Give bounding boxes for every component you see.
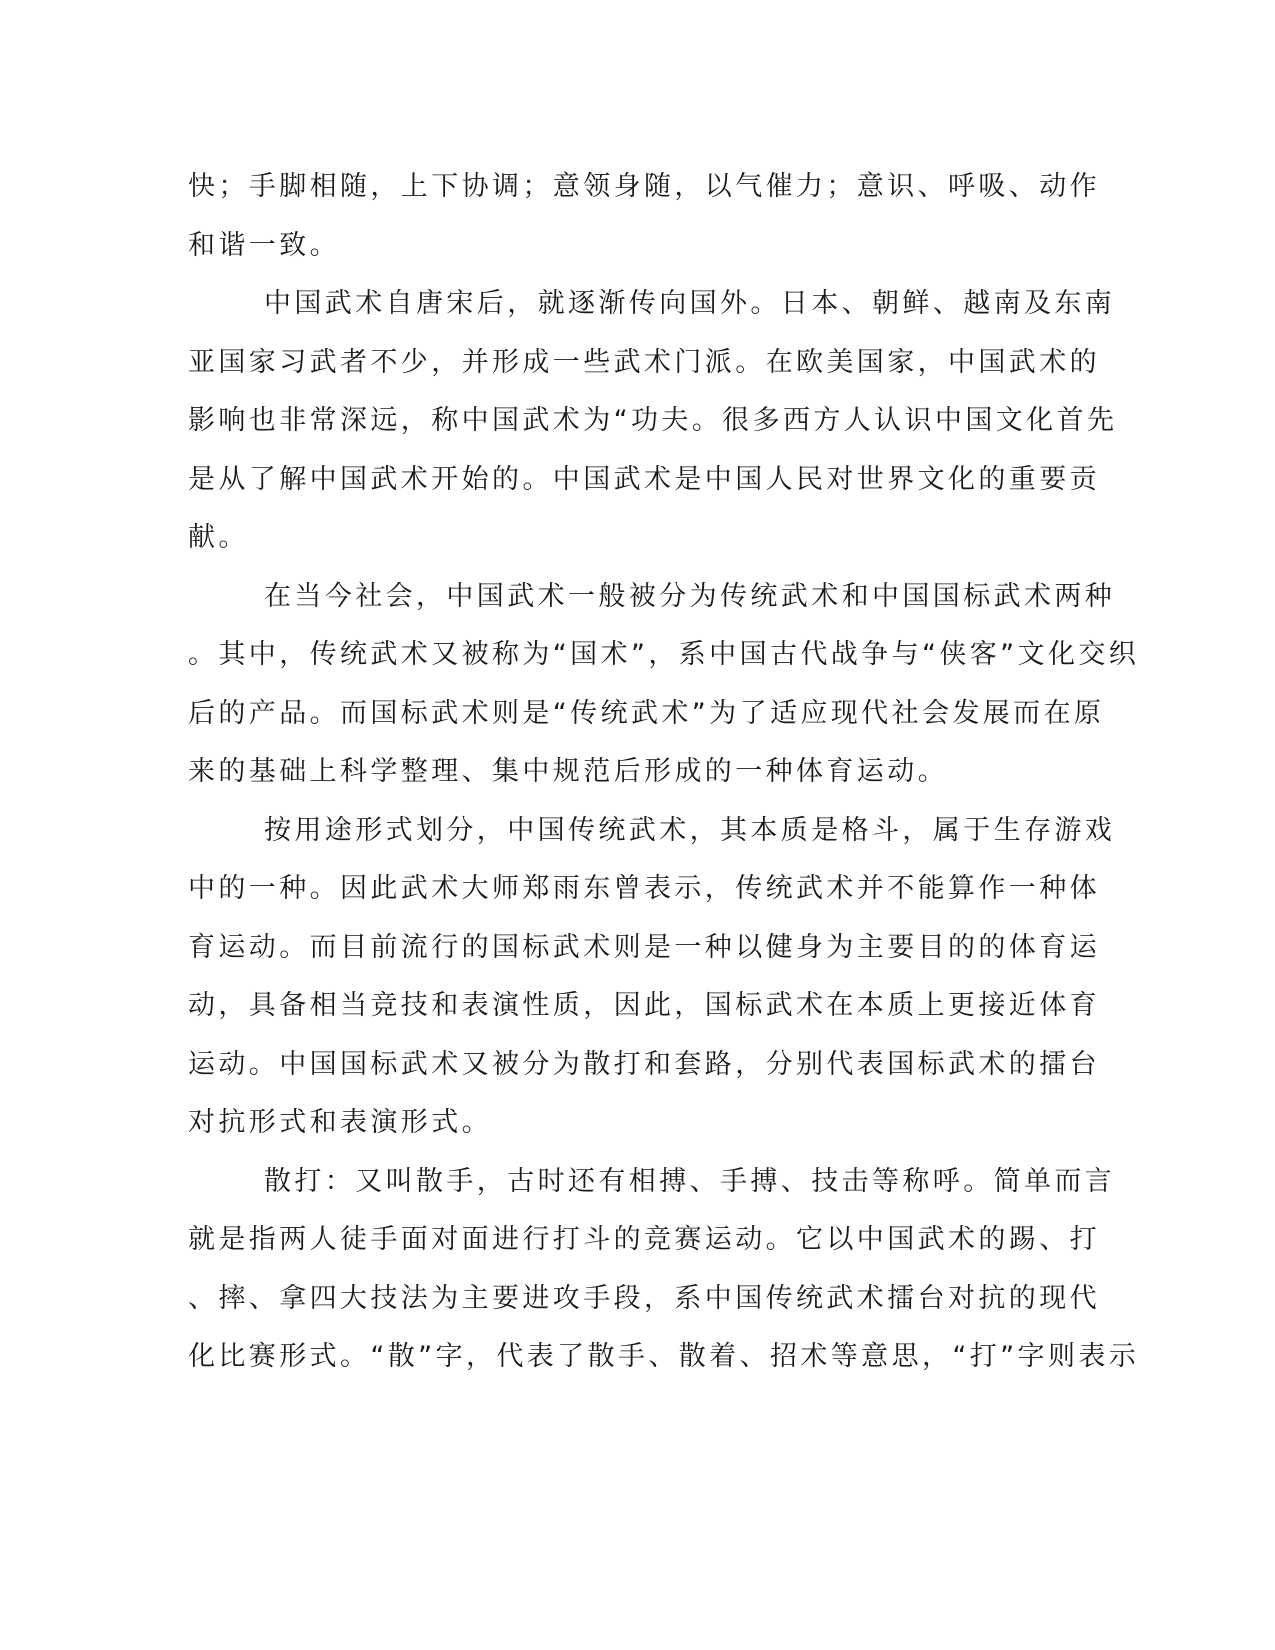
text-line: 后的产品。而国标武术则是“传统武术”为了适应现代社会发展而在原 — [188, 697, 1105, 729]
paragraph-first-line: 按用途形式划分，中国传统武术，其本质是格斗，属于生存游戏 — [264, 814, 1116, 846]
text-line: 和谐一致。 — [188, 229, 340, 261]
text-line: 对抗形式和表演形式。 — [188, 1107, 492, 1138]
text-line: 运动。中国国标武术又被分为散打和套路，分别代表国标武术的擂台 — [188, 1048, 1100, 1080]
text-line: 中的一种。因此武术大师郑雨东曾表示，传统武术并不能算作一种体 — [188, 873, 1100, 904]
body-text — [188, 158, 1140, 1387]
text-line: 来的基础上科学整理、集中规范后形成的一种体育运动。 — [188, 756, 948, 787]
text-line: 快；手脚相随，上下协调；意领身随，以气催力；意识、呼吸、动作 — [188, 171, 1100, 202]
text-line: 是从了解中国武术开始的。中国武术是中国人民对世界文化的重要贡 — [188, 463, 1100, 495]
text-line: 就是指两人徒手面对面进行打斗的竞赛运动。它以中国武术的踢、打 — [188, 1224, 1100, 1255]
text-line: 、摔、拿四大技法为主要进攻手段，系中国传统武术擂台对抗的现代 — [188, 1282, 1100, 1314]
text-line: 献。 — [188, 522, 249, 553]
paragraph-first-line: 散打：又叫散手，古时还有相搏、手搏、技击等称呼。简单而言 — [264, 1165, 1116, 1197]
paragraph-first-line: 在当今社会，中国武术一般被分为传统武术和中国国标武术两种 — [264, 580, 1116, 612]
paragraph-first-line: 中国武术自唐宋后，就逐渐传向国外。日本、朝鲜、越南及东南 — [264, 288, 1116, 319]
text-line: 动，具备相当竞技和表演性质，因此，国标武术在本质上更接近体育 — [188, 990, 1100, 1021]
text-line: 化比赛形式。“散”字，代表了散手、散着、招术等意思，“打”字则表示 — [188, 1341, 1140, 1372]
text-line: 亚国家习武者不少，并形成一些武术门派。在欧美国家，中国武术的 — [188, 346, 1100, 378]
text-line: 育运动。而目前流行的国标武术则是一种以健身为主要目的的体育运 — [188, 931, 1100, 963]
text-line: 。其中，传统武术又被称为“国术”，系中国古代战争与“侠客”文化交织 — [188, 639, 1140, 670]
text-line: 影响也非常深远，称中国武术为“功夫。很多西方人认识中国文化首先 — [188, 405, 1118, 436]
